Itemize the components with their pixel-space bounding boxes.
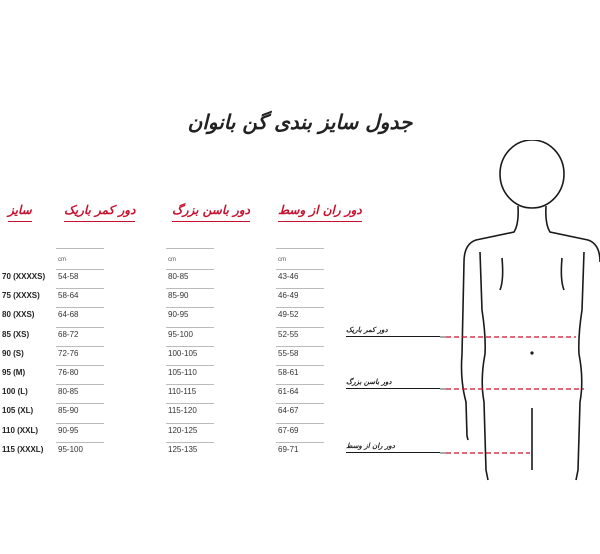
table-cell-hip: 100-105 — [168, 348, 198, 358]
table-cell-hip: 125-135 — [168, 444, 198, 454]
row-divider — [56, 365, 104, 366]
row-divider — [166, 327, 214, 328]
row-divider — [276, 403, 324, 404]
row-divider — [276, 346, 324, 347]
row-divider — [56, 288, 104, 289]
waist-leader-line — [346, 336, 440, 337]
header-size: سایز — [8, 203, 32, 217]
thigh-measure-label: دور ران از وسط — [346, 442, 395, 450]
row-divider — [276, 327, 324, 328]
row-divider — [56, 327, 104, 328]
row-divider — [276, 307, 324, 308]
table-cell-size: 110 (XXL) — [2, 425, 39, 435]
row-divider — [276, 442, 324, 443]
row-divider — [166, 365, 214, 366]
table-cell-size: 90 (S) — [2, 348, 24, 358]
header-thigh: دور ران از وسط — [278, 203, 362, 217]
unit-thigh: cm — [278, 257, 286, 263]
table-cell-thigh: 64-67 — [278, 406, 299, 416]
table-cell-hip: 120-125 — [168, 425, 198, 435]
table-cell-hip: 105-110 — [168, 368, 197, 377]
right-torso-outline — [576, 252, 584, 480]
row-divider — [56, 442, 104, 443]
table-cell-thigh: 43-46 — [278, 272, 299, 281]
table-cell-thigh: 46-49 — [278, 291, 299, 301]
left-side-outline — [462, 206, 519, 440]
table-cell-hip: 115-120 — [168, 406, 197, 416]
row-divider — [166, 403, 214, 404]
body-figure — [440, 140, 600, 540]
row-divider — [276, 384, 324, 385]
table-cell-waist: 68-72 — [58, 329, 79, 339]
thigh-leader-line — [346, 452, 440, 453]
row-divider — [56, 384, 104, 385]
table-cell-size: 80 (XXS) — [2, 310, 35, 320]
header-underline — [172, 221, 250, 222]
row-divider — [166, 288, 214, 289]
row-divider — [166, 423, 214, 424]
row-divider — [276, 288, 324, 289]
right-chest-line — [561, 258, 564, 290]
waist-measure-label: دور کمر باریک — [346, 326, 388, 334]
row-divider — [166, 442, 214, 443]
head-outline — [500, 140, 564, 208]
table-cell-hip: 80-85 — [168, 272, 189, 281]
row-divider — [166, 248, 214, 249]
row-divider — [56, 248, 104, 249]
table-cell-waist: 85-90 — [58, 406, 79, 416]
body-outline — [462, 140, 600, 480]
table-cell-size: 70 (XXXXS) — [2, 272, 46, 281]
table-cell-waist: 76-80 — [58, 368, 79, 377]
page-title: جدول سایز بندی گن بانوان — [187, 110, 413, 134]
header-underline — [278, 221, 362, 222]
row-divider — [276, 423, 324, 424]
table-cell-thigh: 49-52 — [278, 310, 299, 320]
hip-leader-line — [346, 388, 440, 389]
row-divider — [56, 403, 104, 404]
row-divider — [276, 365, 324, 366]
header-underline — [64, 221, 135, 222]
right-shoulder-outline — [546, 206, 600, 262]
table-cell-waist: 72-76 — [58, 348, 79, 358]
table-cell-waist: 90-95 — [58, 425, 79, 435]
table-cell-thigh: 52-55 — [278, 329, 299, 339]
table-cell-waist: 54-58 — [58, 272, 79, 281]
row-divider — [56, 346, 104, 347]
left-chest-line — [500, 258, 503, 290]
left-torso-outline — [480, 252, 488, 480]
header-waist: دور کمر باریک — [64, 203, 135, 217]
row-divider — [56, 423, 104, 424]
row-divider — [166, 269, 214, 270]
hip-measure-label: دور باسن بزرگ — [346, 378, 392, 386]
table-cell-size: 85 (XS) — [2, 329, 30, 339]
table-cell-size: 100 (L) — [2, 387, 28, 397]
table-cell-size: 95 (M) — [2, 368, 26, 377]
unit-hip: cm — [168, 257, 176, 263]
table-cell-waist: 64-68 — [58, 310, 79, 320]
table-cell-waist: 80-85 — [58, 387, 79, 397]
table-cell-size: 75 (XXXS) — [2, 291, 40, 301]
row-divider — [276, 248, 324, 249]
navel-dot — [530, 351, 533, 354]
table-cell-size: 115 (XXXL) — [2, 444, 44, 454]
table-cell-thigh: 61-64 — [278, 387, 299, 397]
table-cell-thigh: 58-61 — [278, 368, 299, 377]
measure-tick-lines — [440, 337, 446, 453]
table-cell-thigh: 67-69 — [278, 425, 299, 435]
table-cell-size: 105 (XL) — [2, 406, 34, 416]
row-divider — [56, 269, 104, 270]
header-hip: دور باسن بزرگ — [172, 203, 250, 217]
table-cell-hip: 85-90 — [168, 291, 189, 301]
table-cell-hip: 95-100 — [168, 329, 193, 339]
row-divider — [166, 307, 214, 308]
table-cell-thigh: 69-71 — [278, 444, 299, 454]
row-divider — [166, 346, 214, 347]
table-cell-thigh: 55-58 — [278, 348, 299, 358]
header-underline — [8, 221, 32, 222]
table-cell-waist: 95-100 — [58, 444, 83, 454]
unit-waist: cm — [58, 257, 66, 263]
row-divider — [56, 307, 104, 308]
table-cell-waist: 58-64 — [58, 291, 79, 301]
table-cell-hip: 90-95 — [168, 310, 189, 320]
row-divider — [166, 384, 214, 385]
row-divider — [276, 269, 324, 270]
table-cell-hip: 110-115 — [168, 387, 197, 397]
